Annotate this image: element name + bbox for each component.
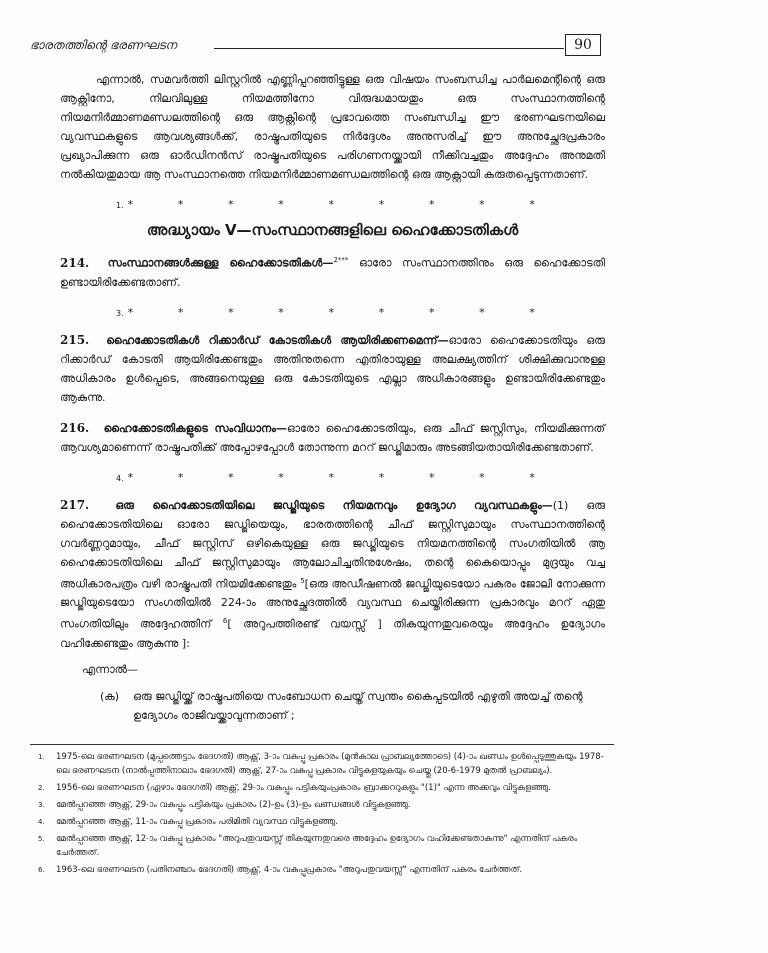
section-number: 217. bbox=[60, 497, 90, 512]
omission-star: * bbox=[479, 470, 485, 484]
footnote-text: 1975-ലെ ഭരണഘടന (മുപ്പത്തെട്ടാം ഭേദഗതി) ആക്റ്റ്, 3-ാം വകുപ്പു പ്രകാരം (മുൻകാല പ്രാബല്യത്തോടെ) (4)-ാം ഖണ്ഡം ഉൾപ്പെടുത്തുകയും 1978-ലെ ഭരണഘടന (നാൽപ്പത്തിനാലാം ഭേദഗതി) ആക്റ്റ്, 27-ാം വകുപ്പു പ്രകാരം വിട്ടുകളയുകയും ചെയ്തു (20-6-1979 മുതൽ പ്രാബല്യം). bbox=[56, 752, 604, 776]
page-body bbox=[60, 70, 605, 725]
running-header-title: ഭാരതത്തിന്റെ ഭരണഘടന bbox=[30, 38, 177, 52]
section-text-amended: [ അറുപത്തിരണ്ട് വയസ്സ് ] തികയുന്നതുവരെയും അദ്ദേഹം ഉദ്യോഗം വഹിക്കേണ്ടതും ആകുന്നു ]: bbox=[60, 617, 605, 650]
section-216 bbox=[60, 419, 605, 457]
section-heading: ഒരു ഹൈക്കോടതിയിലെ ജഡ്ജിയുടെ നിയമനവും ഉദ്യോഗ വ്യവസ്ഥകളും— bbox=[115, 498, 553, 512]
omission-marker: 4. bbox=[116, 473, 124, 483]
omission-stars-row-1 bbox=[60, 198, 605, 211]
header-rule bbox=[214, 48, 564, 49]
footnote-ref: 6 bbox=[222, 617, 228, 626]
section-214 bbox=[60, 251, 605, 292]
section-text: ഓരോ ഹൈക്കോടതിയും ഒരു റിക്കാർഡ് കോടതി ആയിരിക്കേണ്ടതും അതിനുതന്നെ എതിരായുള്ള അലക്ഷ്യത്തിന് ശിക്ഷിക്കുവാനുള്ള അധികാരം ഉൾപ്പെടെ, അങ്ങനെയുള്ള ഒരു കോടതിയുടെ എല്ലാ അധികാരങ്ങളും ഉണ്ടായിരിക്കേണ്ടതും ആകുന്നു. bbox=[60, 333, 605, 404]
section-217 bbox=[60, 496, 605, 653]
section-215 bbox=[60, 331, 605, 407]
footnote-text: 1956-ലെ ഭരണഘടന (ഏഴാം ഭേദഗതി) ആക്റ്റ്, 29-ാം വകുപ്പും പട്ടികയുംപ്രകാരം ബ്രാക്കററുകളും "(1)" എന്ന അക്കവും വിട്ടുകളഞ്ഞു. bbox=[56, 783, 551, 793]
footnote-text: മേൽപ്പറഞ്ഞ ആക്റ്റ്, 29-ാം വകുപ്പും പട്ടികയും പ്രകാരം (2)-ഉം (3)-ഉം ഖണ്ഡങ്ങൾ വിട്ടുകളഞ്ഞു. bbox=[56, 800, 411, 810]
omission-star: * bbox=[428, 470, 435, 484]
section-text: ഓരോ സംസ്ഥാനത്തിനും ഒരു ഹൈക്കോടതി ഉണ്ടായിരിക്കേണ്ടതാണ്. bbox=[60, 256, 606, 289]
footnote-marker: 4. bbox=[38, 818, 45, 826]
footnote-marker: 5. bbox=[38, 835, 45, 843]
omission-star: * bbox=[177, 198, 184, 211]
chapter-title: അദ്ധ്യായം V—സംസ്ഥാനങ്ങളിലെ ഹൈക്കോടതികൾ bbox=[146, 221, 519, 239]
omission-star: * bbox=[278, 198, 284, 211]
footnote-marker: 2. bbox=[38, 784, 45, 792]
footnote-ref: 2*** bbox=[333, 256, 349, 264]
footnote-ref: 5 bbox=[300, 576, 305, 585]
clause-text: ഒരു ജഡ്ജിയ്ക്ക് രാഷ്ട്രപതിയെ സംബോധന ചെയ്ത് സ്വന്തം കൈപ്പടയിൽ എഴുതി അയച്ച് തന്റെ ഉദ്യോഗം രാജിവയ്ക്കാവുന്നതാണ് ; bbox=[133, 689, 583, 722]
omission-marker: 3. bbox=[116, 308, 124, 318]
clause-label: (ക) bbox=[100, 689, 120, 703]
footnote bbox=[38, 798, 614, 812]
section-text: ഓരോ ഹൈക്കോടതിയും, ഒരു ചീഫ് ജസ്റ്റിസും, നിയമിക്കുന്നത് ആവശ്യമാണെന്ന് രാഷ്ട്രപതിക്ക് അപ്പോഴപ്പോൾ തോന്നുന്ന മററ് ജഡ്ജിമാരും അടങ്ങിയതായിരിക്കേണ്ടതാണ്. bbox=[60, 421, 605, 454]
footnote bbox=[38, 781, 614, 795]
section-number: 214. bbox=[60, 255, 90, 270]
footnote-rule bbox=[30, 744, 614, 745]
proviso-intro: എന്നാൽ— bbox=[82, 662, 138, 676]
omission-star: * bbox=[127, 198, 134, 211]
omission-star: * bbox=[328, 470, 335, 484]
omission-star: * bbox=[228, 198, 234, 211]
omission-star: * bbox=[127, 470, 134, 484]
clause-a bbox=[100, 687, 605, 725]
omission-star: * bbox=[529, 470, 535, 484]
footnote-text: മേൽപ്പറഞ്ഞ ആക്റ്റ്, 11-ാം വകുപ്പു പ്രകാരം പരിമിതി വ്യവസ്ഥ വിട്ടുകളഞ്ഞു. bbox=[56, 817, 338, 827]
omission-star: * bbox=[378, 198, 385, 211]
omission-star: * bbox=[127, 305, 134, 319]
omission-marker: 1. bbox=[116, 201, 124, 210]
section-heading: സംസ്ഥാനങ്ങൾക്കുള്ള ഹൈക്കോടതികൾ— bbox=[107, 256, 334, 270]
omission-star: * bbox=[428, 198, 435, 211]
section-number: 215. bbox=[60, 332, 90, 347]
footnote bbox=[38, 863, 614, 877]
omission-star: * bbox=[177, 305, 184, 319]
section-text-amended: [ഒരു അഡീഷണൽ ജഡ്ജിയുടെയോ പകരം ജോലി നോക്കുന്ന ജഡ്ജിയുടെയോ സംഗതിയിൽ 224-ാം അനുച്ഛേദത്തിൽ വ്യവസ്ഥ ചെയ്തിരിക്കുന്ന പ്രകാരവും മററ് ഏതു സംഗതിയിലും അദ്ദേഹത്തിന് bbox=[60, 577, 605, 631]
section-number: 216. bbox=[60, 420, 90, 435]
section-heading: ഹൈക്കോടതികളുടെ സംവിധാനം— bbox=[103, 421, 287, 435]
omission-star: * bbox=[177, 470, 184, 484]
omission-star: * bbox=[529, 198, 535, 211]
footnote-text: മേൽപ്പറഞ്ഞ ആക്റ്റ്, 12-ാം വകുപ്പു പ്രകാരം "അറുപതുവയസ്സ് തികയുന്നതുവരെ അദ്ദേഹം ഉദ്യോഗം വഹിക്കേണ്ടതാകുന്നു" എന്നതിന് പകരം ചേർത്തത്. bbox=[56, 834, 578, 858]
omission-stars-row-3 bbox=[60, 471, 605, 484]
footnote bbox=[38, 750, 614, 778]
footnote bbox=[38, 815, 614, 829]
footnote-marker: 6. bbox=[38, 866, 45, 874]
footnote-marker: 1. bbox=[38, 753, 45, 761]
omission-star: * bbox=[328, 305, 335, 319]
omission-star: * bbox=[228, 470, 234, 484]
omission-stars-row-2 bbox=[60, 306, 605, 319]
section-heading: ഹൈക്കോടതികൾ റിക്കാർഡ് കോടതികൾ ആയിരിക്കണമെന്ന്— bbox=[106, 333, 449, 347]
section-text: (1) ഒരു ഹൈക്കോടതിയിലെ ഓരോ ജഡ്ജിയെയും, ഭാരതത്തിന്റെ ചീഫ് ജസ്റ്റിസുമായും സംസ്ഥാനത്തിന്റെ ഗവർണ്ണറുമായും, ചീഫ് ജസ്റ്റിസ് ഒഴികെയുള്ള ഒരു ജഡ്ജിയുടെ നിയമനത്തിന്റെ സംഗതിയിൽ ആ ഹൈക്കോടതിയിലെ ചീഫ് ജസ്റ്റിസുമായും ആലോചിച്ചതിനുശേഷം, തന്റെ കൈയൊപ്പും മുദ്രയും വച്ച അധികാരപത്രം വഴി രാഷ്ട്രപതി നിയമിക്കേണ്ടതും bbox=[60, 498, 605, 591]
footnote-text: 1963-ലെ ഭരണഘടന (പതിനഞ്ചാം ഭേദഗതി) ആക്റ്റ്, 4-ാം വകുപ്പുപ്രകാരം "അറുപതുവയസ്സ്" എന്നതിന് പകരം ചേർത്തത്. bbox=[56, 865, 523, 875]
omission-star: * bbox=[278, 470, 284, 484]
omission-star: * bbox=[328, 198, 335, 211]
omission-star: * bbox=[378, 470, 385, 484]
omission-star: * bbox=[529, 305, 535, 319]
page-number: 90 bbox=[565, 34, 601, 56]
omission-star: * bbox=[228, 305, 234, 319]
omission-star: * bbox=[428, 305, 435, 319]
footnotes bbox=[38, 750, 614, 880]
omission-star: * bbox=[278, 305, 284, 319]
omission-star: * bbox=[479, 305, 485, 319]
omission-star: * bbox=[479, 198, 485, 211]
footnote bbox=[38, 832, 614, 860]
intro-paragraph: എന്നാൽ, സമവർത്തി ലിസ്റ്ററിൽ എണ്ണിപ്പറഞ്ഞിട്ടുള്ള ഒരു വിഷയം സംബന്ധിച്ച പാർലമെന്റിന്റെ ഒരു ആക്റ്റിനോ, നിലവിലുള്ള നിയമത്തിനോ വിരുദ്ധമായതും ഒരു സംസ്ഥാനത്തിന്റെ നിയമനിർമ്മാണമണ്ഡലത്തിന്റെ ഒരു ആക്റ്റിന്റെ പ്രഭാവത്തെ സംബന്ധിച്ച ഈ ഭരണഘടനയിലെ വ്യവസ്ഥകളുടെ ആവശ്യങ്ങൾക്ക്, രാഷ്ട്രപതിയുടെ നിർദ്ദേശം അനുസരിച്ച് ഈ അനുച്ഛേദപ്രകാരം പ്രഖ്യാപിക്കുന്ന ഒരു ഓർഡിനൻസ് രാഷ്ട്രപതിയുടെ പരിഗണനയ്ക്കായി നീക്കിവച്ചതും അദ്ദേഹം അനുമതി നൽകിയതുമായ ആ സംസ്ഥാനത്തെ നിയമനിർമ്മാണമണ്ഡലത്തിന്റെ ഒരു ആക്റ്റായി കരുതപ്പെടുന്നതാണ്. bbox=[60, 73, 605, 181]
omission-star: * bbox=[378, 305, 385, 319]
footnote-marker: 3. bbox=[38, 801, 45, 809]
